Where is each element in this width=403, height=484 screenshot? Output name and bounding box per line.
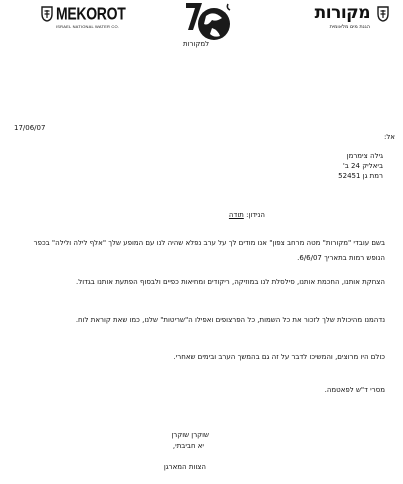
anniversary-logo-icon [168, 0, 252, 56]
mekorot-english-wordmark: MEKOROT [56, 3, 126, 23]
mekorot-hebrew-wordmark: מקורות [314, 3, 370, 23]
mekorot-he-emblem-icon [376, 6, 390, 22]
recipient-name: גילה צימרמן [346, 152, 383, 160]
mekorot-en-emblem-icon [40, 6, 54, 22]
mekorot-english-subtitle: ISRAEL NATIONAL WATER CO. [56, 24, 120, 29]
paragraph-1: בשם עובדי "מקורות" מטה מרחב צפון" אנו מודים לך על ערב נפלא שהיה לנו עם המופע שלך "אלף לילה ולילה" בכפר הנופש רמות בתאריך 6/6/07. [33, 239, 385, 262]
closing-line: שוקרן שוקרן [171, 431, 209, 439]
paragraph-4: כולם היו מרוצים, והמשיכו לדבר על זה גם בהמשך הערב ובימים שאחרי. [173, 353, 385, 361]
mekorot-hebrew-subtitle: הגנת מים מלאומית [329, 24, 370, 30]
paragraph-2: הצחקת אותנו, החכמת אותנו, סילסלת לנו במוזיקה, ריקודים ומחיאות כפיים ולבסוף הפתעת אותנו בגדול. [75, 278, 385, 286]
mekorot-hebrew-logo [270, 3, 370, 30]
letter-date: 17/06/07 [14, 124, 46, 132]
paragraph-3: נדהמנו מהיכולת שלך לזכור את כל השמות, כל הפרצופים ואפילו ה"שריטות" שלנו, כמו שאת קוראת לוח. [75, 316, 385, 324]
to-label: אל: [383, 133, 395, 141]
mekorot-english-logo [56, 3, 126, 29]
signature: הצוות המארגן [163, 463, 206, 471]
subject-label: הנידון: [246, 211, 265, 219]
paragraph-5: מסרי ד"ש לפאטמה. [324, 386, 385, 394]
center-logo-caption: למקורות [183, 40, 210, 48]
recipient-street: ביאליק 24 ב' [342, 162, 383, 170]
recipient-city: רמת גן 52451 [338, 172, 383, 180]
closing-line-2: יא חביבתי, [172, 442, 204, 450]
subject-value: תודה [228, 211, 244, 219]
subject-line [229, 210, 265, 220]
